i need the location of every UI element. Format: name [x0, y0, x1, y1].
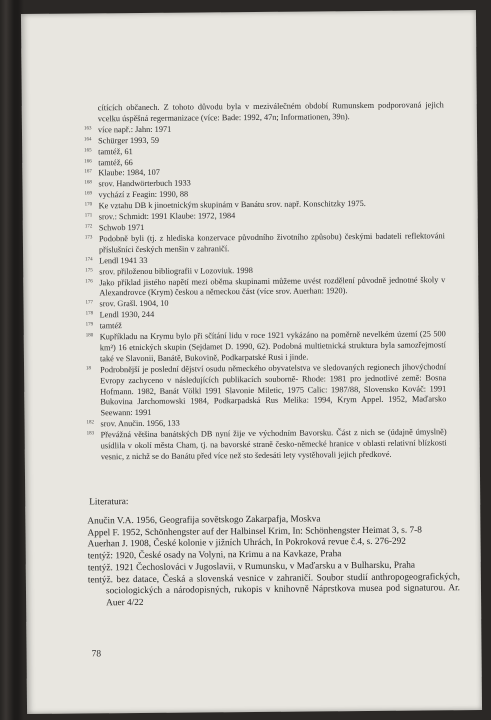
footnote-number: 163 — [83, 126, 92, 132]
footnote-number: 164 — [84, 137, 92, 143]
footnotes-block — [84, 100, 447, 463]
footnote-text: Podrobnější je poslední dějství osudu německého obyvatelstva ve sledovaných regionech jihovýchodní Evropy zachyceno v následujících publikacích souborně- Rhode: 1981 pro jednotlivé země: Bosna Hofmann. 1982, Banát Völkl 1991 Slavonie Miletic, 1975 Calic: 1987/88, Slovensko Kováč: 1991 Bukovina Jarchomowski 1984, Podkarpadská Rus Melika: 1994, Krym Appel. 1952, Maďarsko Seewann: 1991 — [100, 362, 447, 418]
footnote-number: 172 — [84, 224, 93, 230]
page-number: 78 — [91, 649, 102, 660]
footnote-number: 176 — [85, 278, 93, 284]
footnote-text: srov. Grašl. 1904, 10 — [99, 299, 169, 309]
reference-entry: tentýž: 1920, České osady na Volyni, na Krimu a na Kavkaze, Praha — [87, 549, 342, 562]
footnote-number: 171 — [84, 213, 93, 219]
footnote-item — [86, 362, 446, 420]
reference-list — [87, 513, 460, 610]
footnote-number: 175 — [85, 267, 93, 274]
footnote-number: 177 — [85, 300, 94, 306]
references-section — [87, 493, 460, 610]
footnote-list — [84, 122, 447, 463]
footnote-text: více např.: Jahn: 1971 — [97, 124, 172, 135]
footnote-item — [86, 329, 446, 365]
footnote-number: 167 — [84, 169, 92, 175]
footnote-number: 169 — [84, 191, 93, 197]
footnote-item — [85, 231, 445, 256]
references-title: Literatura: — [89, 497, 129, 508]
reference-entry: tentýž. 1921 Čechoslováci v Jugoslavii, v Rumunsku, v Maďarsku a v Bulharsku, Praha — [87, 560, 416, 574]
reference-entry: Anučin V.A. 1956, Geografija sovětskogo Zakarpafja, Moskva — [87, 514, 321, 527]
footnote-number: 182 — [86, 420, 95, 426]
footnote-text: Schürger 1993, 59 — [98, 135, 160, 146]
reference-entry: tentýž. bez datace, Česká a slovenská vesnice v zahraničí. Soubor studií anthropogeografických, sociologických a národopisných, rukopis v knihovně Náprstkova musea pod signaturou. Ar. Auer 4/22 — [87, 571, 461, 609]
reference-entry: Auerhan J. 1908, České kolonie v jižních Uhrách, In Pokroková revue č.4, s. 276-292 — [87, 537, 406, 550]
footnote-text: srov. Anučin. 1956, 133 — [100, 418, 180, 429]
footnote-number: 168 — [84, 180, 92, 186]
footnote-text: Převážná většina banátských DB nyní žije ve východním Bavorsku. Část z nich se (údajně úmyslně) usídlila v okolí města Cham, tj. na bavorské straně česko-německé hranice v oblasti relativní blízkosti vesnic, z nichž se do Banátu před více než sto šedesáti lety vystěhovali jejich předkové. — [100, 427, 447, 462]
footnote-text: srov. přiloženou bibliografii v Lozoviuk. 1998 — [99, 265, 253, 276]
footnote-text: Klaube: 1984, 107 — [98, 168, 160, 178]
footnote-number: 178 — [85, 311, 94, 317]
footnote-item — [87, 427, 447, 463]
footnote-text: tamtéž — [99, 321, 122, 331]
footnote-text: tamtéž, 66 — [98, 157, 133, 167]
footnote-text: Kupříkladu na Krymu bylo při sčítání lidu v roce 1921 vykázáno na poměrně nevelkém území (25 500 km²) 16 etnických skupin (Sejdamet D. 1990, 62). Podobná multietnická struktura byla samozřejmostí také ve Slavonii, Banátě, Bukovině, Podkarpatské Rusi i jinde. — [99, 329, 446, 364]
footnote-text: Jako příklad jistého napětí mezi oběma skupinami můžeme uvést rozdělení původně jednotné školy v Alexandrovce (Krym) českou a německou část (více srov. Auerhan: 1920). — [99, 274, 446, 298]
footnote-number: 179 — [85, 322, 94, 328]
footnote-text: vychází z Feagin: 1990, 88 — [98, 189, 189, 200]
footnote-number: 183 — [86, 431, 95, 437]
footnote-item — [85, 275, 445, 300]
footnote-number: 166 — [84, 158, 92, 164]
footnote-text: Lendl 1941 33 — [99, 255, 148, 266]
footnote-text: srov. Handwörterbuch 1933 — [98, 178, 191, 189]
footnote-text: Ke vztahu DB k jinoetnickým skupinám v Banátu srov. např. Konschitzky 1975. — [98, 199, 366, 211]
footnote-text: Lendl 1930, 244 — [99, 310, 155, 320]
footnote-number: 174 — [85, 257, 93, 263]
footnote-number: 170 — [84, 202, 93, 208]
footnote-text: tamtéž, 61 — [98, 146, 133, 156]
footnote-text: srov.: Schmidt: 1991 Klaube: 1972, 1984 — [98, 211, 236, 222]
footnote-text: Podobně byli (tj. z hlediska konzervace původního životního způsobu) českými badateli reflektováni příslušníci českých menšin v zahraničí. — [98, 231, 445, 255]
footnote-number: 165 — [84, 148, 92, 154]
reference-entry: Appel F. 1952, Schönhengster auf der Halbinsel Krim, In: Schönhengster Heimat 3, s. 7-8 — [87, 525, 422, 539]
footnote-number: 180 — [85, 333, 94, 339]
footnote-number: 173 — [84, 235, 93, 241]
book-page — [21, 10, 482, 714]
footnote-text: Schwob 1971 — [98, 222, 145, 233]
footnote-continuation: cítících občanech. Z tohoto důvodu byla v meziválečném období Rumunskem podporovaná jejich vcelku úspěšná regermanizace (více: Bade: 1992, 47n; Informationen, 39n). — [97, 100, 444, 124]
footnote-number: 18 — [86, 366, 92, 372]
